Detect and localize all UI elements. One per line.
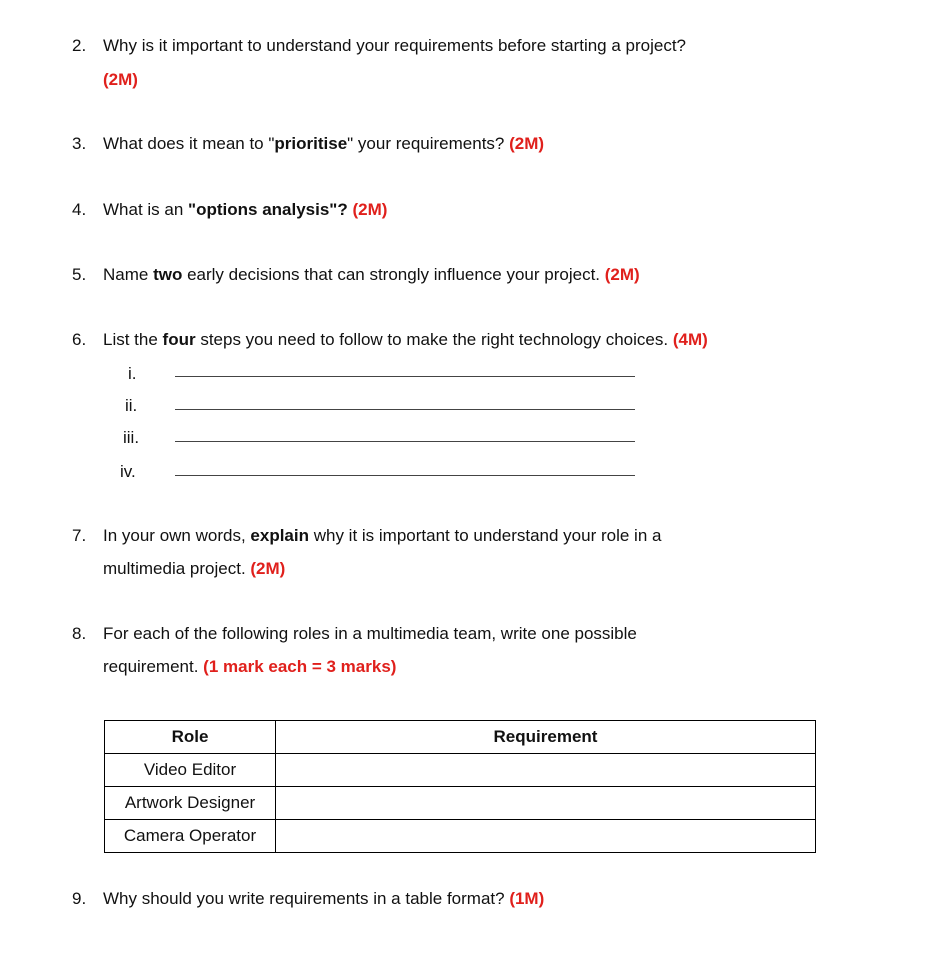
question-text: In your own words, explain why it is important to understand your role in a bbox=[103, 526, 662, 545]
header-requirement: Requirement bbox=[276, 721, 816, 754]
answer-line[interactable] bbox=[175, 475, 635, 476]
role-cell: Artwork Designer bbox=[105, 787, 276, 820]
question-text: Why is it important to understand your requirements before starting a project? bbox=[103, 36, 687, 55]
role-cell: Video Editor bbox=[105, 754, 276, 787]
answer-line[interactable] bbox=[175, 376, 635, 377]
question-marks: (2M) bbox=[103, 70, 138, 89]
question-text: Why should you write requirements in a table format? (1M) bbox=[103, 889, 545, 908]
question-number: 6. bbox=[72, 330, 87, 349]
step-label-ii: ii. bbox=[125, 396, 138, 415]
question-number: 5. bbox=[72, 265, 87, 284]
question-text: What is an "options analysis"? (2M) bbox=[103, 200, 388, 219]
step-label-iii: iii. bbox=[123, 428, 140, 447]
header-role: Role bbox=[105, 721, 276, 754]
table-row bbox=[105, 820, 816, 853]
table-header-row bbox=[105, 721, 816, 754]
question-text: For each of the following roles in a multimedia team, write one possible bbox=[103, 624, 637, 643]
step-label-iv: iv. bbox=[120, 462, 136, 481]
answer-line[interactable] bbox=[175, 441, 635, 442]
requirement-cell[interactable] bbox=[276, 820, 816, 853]
question-number: 4. bbox=[72, 200, 87, 219]
question-marks: (2M) bbox=[250, 559, 286, 578]
table-row bbox=[105, 787, 816, 820]
table-row bbox=[105, 754, 816, 787]
question-number: 3. bbox=[72, 134, 87, 153]
requirement-cell[interactable] bbox=[276, 787, 816, 820]
role-cell: Camera Operator bbox=[105, 820, 276, 853]
question-marks: (2M) bbox=[604, 265, 640, 284]
question-text: Name two early decisions that can strongly influence your project. (2M) bbox=[103, 265, 640, 284]
question-number: 9. bbox=[72, 889, 87, 908]
question-number: 7. bbox=[72, 526, 87, 545]
question-number: 8. bbox=[72, 624, 87, 643]
question-number: 2. bbox=[72, 36, 87, 55]
question-text: List the four steps you need to follow to make the right technology choices. (4M) bbox=[103, 330, 708, 349]
question-marks: (1M) bbox=[509, 889, 545, 908]
question-marks: (1 mark each = 3 marks) bbox=[203, 657, 397, 676]
question-text-line2: requirement. (1 mark each = 3 marks) bbox=[103, 657, 397, 676]
requirement-cell[interactable] bbox=[276, 754, 816, 787]
question-marks: (2M) bbox=[509, 134, 545, 153]
answer-line[interactable] bbox=[175, 409, 635, 410]
question-text-line2: multimedia project. (2M) bbox=[103, 559, 286, 578]
question-text: What does it mean to "prioritise" your requirements? (2M) bbox=[103, 134, 545, 153]
requirements-table bbox=[104, 720, 816, 853]
question-marks: (2M) bbox=[352, 200, 388, 219]
question-marks: (4M) bbox=[672, 330, 708, 349]
step-label-i: i. bbox=[128, 364, 137, 383]
